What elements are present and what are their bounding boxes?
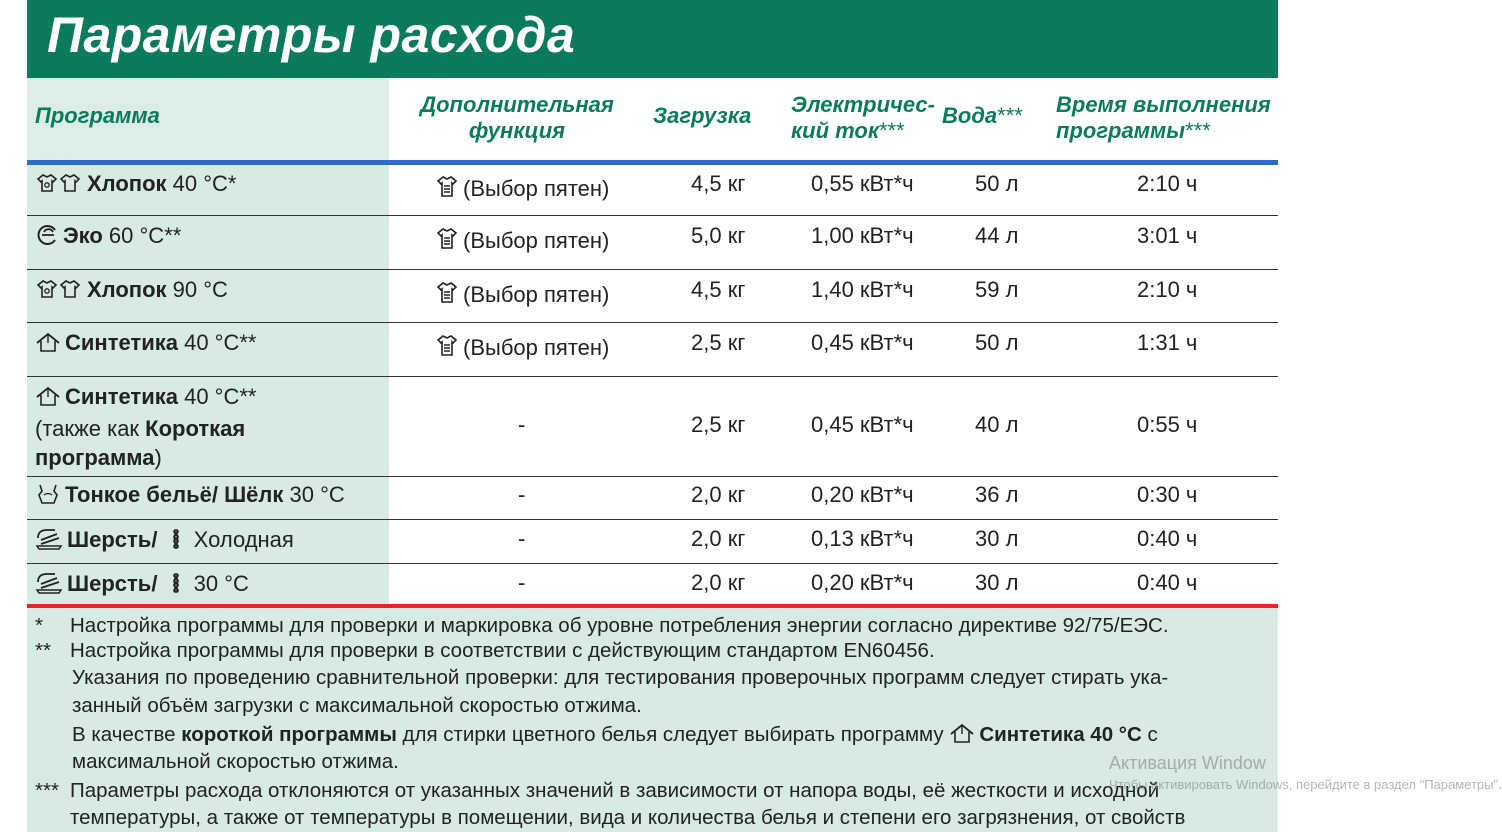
water-cell: 50 л xyxy=(975,330,1019,355)
wool-yarn-icon xyxy=(168,572,184,600)
load-cell: 4,5 кг xyxy=(691,171,746,196)
time-cell: 0:40 ч xyxy=(1137,526,1198,551)
water-cell: 59 л xyxy=(975,277,1019,302)
time-cell: 3:01 ч xyxy=(1137,223,1198,248)
load-cell: 2,0 кг xyxy=(691,526,746,551)
water-cell: 40 л xyxy=(975,412,1019,437)
delicates-icon xyxy=(35,483,61,511)
water-cell: 44 л xyxy=(975,223,1019,248)
header-load: Загрузка xyxy=(653,103,752,128)
table-row xyxy=(27,217,1278,270)
wool-hand-icon xyxy=(35,526,63,556)
footnote-line: В качестве короткой программы для стирки цветного белья следует выбирать программу Синтетика 40 °C с xyxy=(72,722,1158,750)
program-cell: Шерсть/ Холодная xyxy=(35,526,294,556)
table-row xyxy=(27,521,1278,564)
synthetics-icon xyxy=(35,385,61,414)
extra-function-cell: - xyxy=(518,412,526,437)
header-program: Программа xyxy=(35,103,160,128)
time-cell: 0:40 ч xyxy=(1137,570,1198,595)
time-cell: 0:30 ч xyxy=(1137,482,1198,507)
table-row xyxy=(27,324,1278,377)
extra-function-cell: (Выбор пятен) xyxy=(435,227,609,257)
page-title: Параметры расхода xyxy=(47,7,576,63)
water-cell: 50 л xyxy=(975,171,1019,196)
footnote-line: максимальной скоростью отжима. xyxy=(72,750,399,773)
footnote-line: занный объём загрузки с максимальной скоростью отжима. xyxy=(72,694,642,717)
program-cell: Хлопок 90 °C xyxy=(35,277,228,306)
time-cell: 0:55 ч xyxy=(1137,412,1198,437)
energy-cell: 0,55 кВт*ч xyxy=(811,171,914,196)
stain-shirt-icon xyxy=(435,334,459,364)
energy-cell: 0,45 кВт*ч xyxy=(811,412,914,437)
extra-function-cell: (Выбор пятен) xyxy=(435,175,609,205)
program-cell: Синтетика 40 °C** xyxy=(35,330,256,359)
stain-shirt-icon xyxy=(435,281,459,311)
footnote-marker: *** xyxy=(35,779,59,802)
header-electricity: Электричес- кий ток*** xyxy=(791,92,935,143)
title-bar xyxy=(27,0,1278,78)
header-time: Время выполнения программы*** xyxy=(1056,92,1271,143)
extra-function-cell: - xyxy=(518,482,526,507)
header-water: Вода*** xyxy=(942,103,1023,128)
footnote-line: Параметры расхода отклоняются от указанных значений в зависимости от напора воды, её жесткости и исходной xyxy=(70,779,1160,802)
energy-cell: 1,40 кВт*ч xyxy=(811,277,914,302)
program-cell: Синтетика 40 °C** (также как Короткая программа) xyxy=(35,384,257,470)
footnote-line: температуры, а также от температуры в помещении, вида и количества белья и степени его загрязнения, от свойств xyxy=(70,806,1186,829)
water-cell: 30 л xyxy=(975,526,1019,551)
cotton-icon xyxy=(35,278,83,306)
table-row xyxy=(27,271,1278,323)
load-cell: 5,0 кг xyxy=(691,223,746,248)
table-row xyxy=(27,565,1278,604)
load-cell: 2,0 кг xyxy=(691,482,746,507)
program-cell: Шерсть/ 30 °C xyxy=(35,570,249,600)
load-cell: 2,5 кг xyxy=(691,412,746,437)
header-extra: Дополнительная функция xyxy=(420,92,614,143)
wool-yarn-icon xyxy=(168,528,184,556)
energy-cell: 0,45 кВт*ч xyxy=(811,330,914,355)
table-row xyxy=(27,378,1278,477)
table-row xyxy=(27,165,1278,216)
water-cell: 30 л xyxy=(975,570,1019,595)
stain-shirt-icon xyxy=(435,227,459,257)
synthetics-icon xyxy=(949,722,975,750)
table-header xyxy=(27,78,1278,160)
stain-shirt-icon xyxy=(435,175,459,205)
extra-function-cell: - xyxy=(518,570,526,595)
footnote-marker: * xyxy=(35,614,43,637)
extra-function-cell: - xyxy=(518,526,526,551)
footnote-line: Настройка программы для проверки в соответствии с действующим стандартом EN60456. xyxy=(70,639,935,662)
time-cell: 2:10 ч xyxy=(1137,171,1198,196)
wool-hand-icon xyxy=(35,570,63,600)
table-row xyxy=(27,478,1278,520)
energy-cell: 0,20 кВт*ч xyxy=(811,570,914,595)
extra-function-cell: (Выбор пятен) xyxy=(435,281,609,311)
program-cell: Эко 60 °C** xyxy=(35,223,181,252)
footnote-marker: ** xyxy=(35,639,51,662)
program-cell: Тонкое бельё/ Шёлк 30 °C xyxy=(35,482,345,511)
program-cell: Хлопок 40 °C* xyxy=(35,171,237,200)
footnotes xyxy=(27,608,1278,832)
activation-watermark-title: Активация Window xyxy=(1109,753,1266,773)
energy-cell: 0,13 кВт*ч xyxy=(811,526,914,551)
energy-cell: 0,20 кВт*ч xyxy=(811,482,914,507)
water-cell: 36 л xyxy=(975,482,1019,507)
synthetics-icon xyxy=(35,331,61,359)
time-cell: 2:10 ч xyxy=(1137,277,1198,302)
eco-icon xyxy=(35,224,59,252)
cotton-icon xyxy=(35,172,83,200)
time-cell: 1:31 ч xyxy=(1137,330,1198,355)
load-cell: 2,0 кг xyxy=(691,570,746,595)
footnote-line: Настройка программы для проверки и маркировка об уровне потребления энергии согласно директиве 92/75/ЕЭС. xyxy=(70,614,1169,637)
load-cell: 4,5 кг xyxy=(691,277,746,302)
load-cell: 2,5 кг xyxy=(691,330,746,355)
extra-function-cell: (Выбор пятен) xyxy=(435,334,609,364)
footnote-line: Указания по проведению сравнительной проверки: для тестирования проверочных программ следует стирать ука- xyxy=(72,666,1169,689)
energy-cell: 1,00 кВт*ч xyxy=(811,223,914,248)
activation-watermark-text: Чтобы активировать Windows, перейдите в раздел "Параметры". xyxy=(1109,777,1502,792)
